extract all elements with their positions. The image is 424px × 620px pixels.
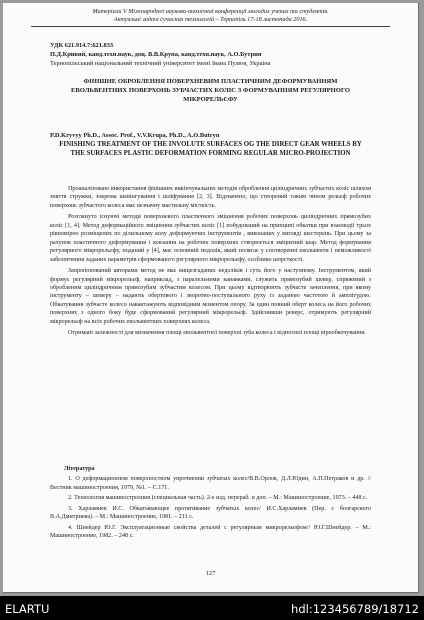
affiliation-ukrainian: Тернопільський національний технічний університет імені Івана Пулюя, Україна	[50, 60, 271, 67]
reference-item: 2. Технология машиностроения (специальная часть). 2-е изд. перераб. и доп. – М.: Машиностроение, 1973. – 448 с.	[68, 495, 368, 502]
reference-item: 1. О деформационном поверхностном упрочнении зубчатых колес/В.В.Орлов, Д.Л.Юдин, А.П.Петраков и др. // Вестник машиностроения, 1979, №1. – С.171.	[50, 476, 371, 491]
body-paragraph: Розглянуто існуючі методи поверхневого пластичного зміцнення робочих поверхонь циліндричних прямозубих коліс [1, 4]. Метод деформаційного зміцнення зубчастих коліс [1] побудований на принципі обкатки при взаємодії трьох рівномірно розміщених по ділильному колу деформуючих інструментів , виконаних у вигляді шестерень. При цьому за рахунок пластичного деформування і ковзання на робочих поверхнях створюється зміцнений шар. Метод формування регулярного мікрорельєфу, поданий у [4], має основний недолік, який полягає у спотворенні евольвенти і неможливості забезпечення заданих параметрів сформованого регулярного мікрорельєфу, особливо шорсткості.	[50, 214, 371, 263]
references-heading: Література	[64, 466, 95, 472]
title-ukrainian: ФІНІШНЕ ОБРОБЛЕННЯ ПОВЕРХНЕВИМ ПЛАСТИЧНИМ ДЕФОРМУВАННЯМ ЕВОЛЬВЕНТНИХ ПОВЕРХОНЬ ЗУБЧАСТИХ КОЛІС З ФОРМУВАННЯМ РЕГУЛЯРНОГО МІКРОРЕЛЬЄФУ	[70, 78, 351, 103]
body-paragraph: Отримані залежності для визначення площі евольвентної поверхні зуба колеса і відносної площі вірообкочування.	[68, 330, 366, 337]
title-english: FINISHING TREATMENT OF THE INVOLUTE SURFACES OG THE DIRECT GEAR WHEELS BY THE SURFACES PLASTIC DEFORMATION FORMING REGULAR MICRO-PROJECTION	[59, 141, 362, 157]
body-paragraph: Проаналізовано використання фінішних викінчувальних методів оброблення циліндричних зубчастих коліс шляхом зняття стружки, зокрема шевінгування і шліфування [2, 3]. Відзначено, що створений таким чином рельєф робочих поверхонь зубчастого колеса має незначну мастильну місткість.	[50, 186, 371, 209]
reference-item: 4. Шнейдер Ю.Г. Эксплуатационные свойства деталей с регулярным микрорельефом// Ю.Г.Шнейдер. – М.: Машиностроение, 1982. – 248 с.	[50, 524, 371, 540]
header-line-2: Актуальні задачі сучасних технологій – Тернопіль 17-18 листопада 2016.	[113, 16, 308, 23]
authors-english: P.D.Kryvyy Ph.D., Assoc. Prof., V.V.Krupa, Ph.D., A.O.Butryn	[50, 132, 220, 139]
body-paragraph: Запропонований авторами метод не має вищезгаданих недоліків і суть його у наступному. Інструментом, який формує регулярний мікрорельєф, наприклад, з паралельними канавками, служить прямозубий шевер, спряжений з обробленим циліндричним прямозубим зубчастим колесом. При цьому відтворюють зубчасте зачеплення, при якому інструменту – шеверу – надають обертового і зворотно-поступального руху із заданою частотою й амплітудою. Обкатування зубчасте колесо навантажують відповідним моментом опору. За один повний оберт колеса на його робочих поверхнях з одного боку буде сформований регулярний мікрорельєф. Здійснивши реверс, отримують регулярний мікрорельєф на всіх робочих евольвентних поверхнях колеса.	[50, 268, 371, 325]
article-body	[50, 185, 371, 341]
reference-item: 3. Харламиев И.С. Обкатывающее протягивание зубчатых колес/ И.С.Харламиев (Пер. с болгарского В.А.Дмитриева). – М.: Машиностроение, 1981. – 211 с.	[50, 505, 371, 521]
page-number: 127	[205, 570, 216, 577]
repository-name: ELARTU	[5, 602, 50, 616]
udk-code: УДК 621.914.7:621.833	[50, 42, 114, 49]
document-page	[3, 3, 419, 593]
viewer-footer-bar	[0, 596, 424, 620]
references-section	[50, 465, 371, 543]
header-line-1: Матеріали V Міжнародної науково-технічної конференції молодих учених та студентів.	[92, 8, 329, 15]
references-list	[50, 475, 371, 540]
running-header	[31, 8, 390, 27]
authors-ukrainian: П.Д.Кривий, канд.техн.наук, доц. В.В.Крупа, канд.техн.наук, А.О.Бутрин	[50, 51, 262, 58]
handle-identifier[interactable]: hdl:123456789/18712	[291, 602, 419, 616]
